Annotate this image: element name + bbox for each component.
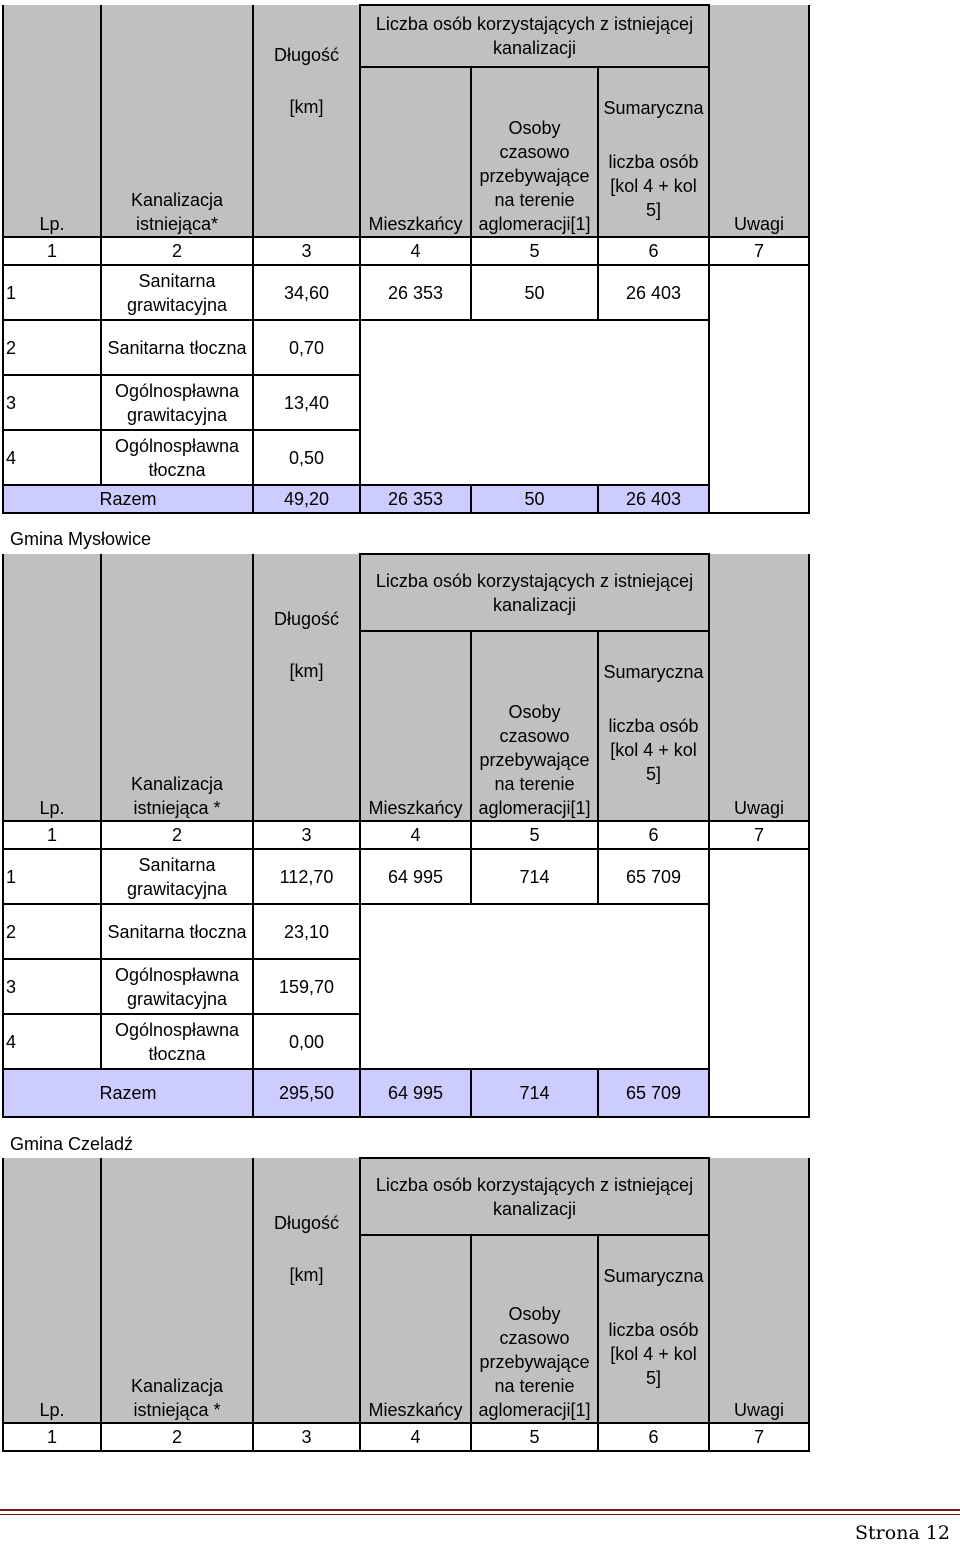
header-uwagi: Uwagi bbox=[709, 5, 809, 237]
header-sumaryczna-label: Sumaryczna bbox=[603, 1266, 704, 1286]
col-number: 4 bbox=[360, 237, 471, 265]
header-mieszkancy: Mieszkańcy bbox=[360, 631, 471, 821]
row-km: 0,00 bbox=[253, 1014, 360, 1069]
header-kanalizacja: Kanalizacja istniejąca * bbox=[101, 554, 253, 821]
header-mieszkancy: Mieszkańcy bbox=[360, 1235, 471, 1423]
footer-rule bbox=[0, 1509, 960, 1511]
header-liczba-osob: Liczba osób korzystających z istniejącej kanalizacji bbox=[360, 554, 709, 631]
razem-km: 295,50 bbox=[253, 1069, 360, 1117]
table-row bbox=[3, 849, 809, 904]
col-number: 2 bbox=[101, 821, 253, 849]
row-lp: 3 bbox=[3, 959, 101, 1014]
table-row bbox=[3, 265, 809, 320]
header-sumaryczna bbox=[598, 1235, 709, 1423]
row-name: Sanitarna grawitacyjna bbox=[101, 849, 253, 904]
razem-mieszkancy: 64 995 bbox=[360, 1069, 471, 1117]
row-lp: 2 bbox=[3, 904, 101, 959]
col-number: 5 bbox=[471, 237, 598, 265]
table-row bbox=[3, 320, 809, 375]
razem-osoby: 714 bbox=[471, 1069, 598, 1117]
row-name: Sanitarna grawitacyjna bbox=[101, 265, 253, 320]
header-sumaryczna bbox=[598, 631, 709, 821]
header-lp: Lp. bbox=[3, 554, 101, 821]
row-lp: 1 bbox=[3, 265, 101, 320]
header-mieszkancy: Mieszkańcy bbox=[360, 67, 471, 237]
razem-suma: 26 403 bbox=[598, 485, 709, 513]
razem-label: Razem bbox=[3, 1069, 253, 1117]
header-liczba-osob: Liczba osób korzystających z istniejącej kanalizacji bbox=[360, 5, 709, 67]
header-sumaryczna-label: Sumaryczna bbox=[603, 98, 704, 118]
page-number: Strona 12 bbox=[855, 1522, 950, 1544]
header-kanalizacja: Kanalizacja istniejąca* bbox=[101, 5, 253, 237]
row-name: Ogólnospławna tłoczna bbox=[101, 430, 253, 485]
row-lp: 4 bbox=[3, 1014, 101, 1069]
header-osoby-czasowo: Osoby czasowo przebywające na terenie aglomeracji[1] bbox=[471, 1235, 598, 1423]
row-km: 159,70 bbox=[253, 959, 360, 1014]
row-uwagi bbox=[709, 849, 809, 1117]
header-dlugosc: Długość bbox=[253, 5, 360, 67]
header-liczba-osob-kol: liczba osób bbox=[608, 716, 699, 736]
col-number: 3 bbox=[253, 821, 360, 849]
row-name: Ogólnospławna tłoczna bbox=[101, 1014, 253, 1069]
col-number: 2 bbox=[101, 1423, 253, 1451]
header-kol: [kol 4 + kol 5] bbox=[610, 176, 697, 220]
header-lp: Lp. bbox=[3, 5, 101, 237]
header-liczba-osob-kol: liczba osób bbox=[608, 152, 699, 172]
col-number: 4 bbox=[360, 821, 471, 849]
header-osoby-czasowo: Osoby czasowo przebywające na terenie aglomeracji[1] bbox=[471, 631, 598, 821]
row-osoby: 714 bbox=[471, 849, 598, 904]
row-km: 112,70 bbox=[253, 849, 360, 904]
row-km: 34,60 bbox=[253, 265, 360, 320]
table-gmina-2 bbox=[2, 553, 810, 1118]
row-lp: 3 bbox=[3, 375, 101, 430]
col-number: 2 bbox=[101, 237, 253, 265]
row-km: 0,50 bbox=[253, 430, 360, 485]
header-km: [km] bbox=[253, 67, 360, 237]
header-kanalizacja: Kanalizacja istniejąca * bbox=[101, 1158, 253, 1423]
col-number: 4 bbox=[360, 1423, 471, 1451]
col-number: 1 bbox=[3, 821, 101, 849]
row-name: Ogólnospławna grawitacyjna bbox=[101, 959, 253, 1014]
row-km: 23,10 bbox=[253, 904, 360, 959]
row-empty bbox=[360, 904, 709, 1069]
row-suma: 65 709 bbox=[598, 849, 709, 904]
footer-rule-thin bbox=[0, 1514, 960, 1515]
col-number: 1 bbox=[3, 1423, 101, 1451]
row-lp: 1 bbox=[3, 849, 101, 904]
col-number: 5 bbox=[471, 821, 598, 849]
table-gmina-1 bbox=[2, 4, 810, 514]
header-km: [km] bbox=[253, 631, 360, 821]
razem-osoby: 50 bbox=[471, 485, 598, 513]
table-gmina-3 bbox=[2, 1157, 810, 1452]
row-uwagi bbox=[709, 265, 809, 513]
col-number: 5 bbox=[471, 1423, 598, 1451]
row-km: 0,70 bbox=[253, 320, 360, 375]
razem-km: 49,20 bbox=[253, 485, 360, 513]
header-uwagi: Uwagi bbox=[709, 554, 809, 821]
col-number: 3 bbox=[253, 1423, 360, 1451]
header-dlugosc: Długość bbox=[253, 554, 360, 631]
header-sumaryczna bbox=[598, 67, 709, 237]
row-lp: 4 bbox=[3, 430, 101, 485]
razem-row bbox=[3, 1069, 809, 1117]
caption-gmina-czeladz: Gmina Czeladź bbox=[10, 1134, 134, 1154]
razem-suma: 65 709 bbox=[598, 1069, 709, 1117]
row-lp: 2 bbox=[3, 320, 101, 375]
header-lp: Lp. bbox=[3, 1158, 101, 1423]
col-number: 1 bbox=[3, 237, 101, 265]
col-number: 6 bbox=[598, 821, 709, 849]
table-row bbox=[3, 904, 809, 959]
row-mieszkancy: 26 353 bbox=[360, 265, 471, 320]
header-liczba-osob: Liczba osób korzystających z istniejącej kanalizacji bbox=[360, 1158, 709, 1235]
col-number: 7 bbox=[709, 821, 809, 849]
col-number: 6 bbox=[598, 1423, 709, 1451]
row-name: Ogólnospławna grawitacyjna bbox=[101, 375, 253, 430]
razem-mieszkancy: 26 353 bbox=[360, 485, 471, 513]
row-mieszkancy: 64 995 bbox=[360, 849, 471, 904]
header-uwagi: Uwagi bbox=[709, 1158, 809, 1423]
col-number: 3 bbox=[253, 237, 360, 265]
razem-label: Razem bbox=[3, 485, 253, 513]
header-kol: [kol 4 + kol 5] bbox=[610, 1344, 697, 1388]
row-name: Sanitarna tłoczna bbox=[101, 320, 253, 375]
col-number: 7 bbox=[709, 237, 809, 265]
header-km: [km] bbox=[253, 1235, 360, 1423]
header-sumaryczna-label: Sumaryczna bbox=[603, 662, 704, 682]
row-osoby: 50 bbox=[471, 265, 598, 320]
razem-row bbox=[3, 485, 809, 513]
row-km: 13,40 bbox=[253, 375, 360, 430]
header-liczba-osob-kol: liczba osób bbox=[608, 1320, 699, 1340]
header-kol: [kol 4 + kol 5] bbox=[610, 740, 697, 784]
row-suma: 26 403 bbox=[598, 265, 709, 320]
col-number: 6 bbox=[598, 237, 709, 265]
header-osoby-czasowo: Osoby czasowo przebywające na terenie aglomeracji[1] bbox=[471, 67, 598, 237]
row-empty bbox=[360, 320, 709, 485]
col-number: 7 bbox=[709, 1423, 809, 1451]
header-dlugosc: Długość bbox=[253, 1158, 360, 1235]
row-name: Sanitarna tłoczna bbox=[101, 904, 253, 959]
caption-gmina-myslowice: Gmina Mysłowice bbox=[10, 529, 152, 549]
